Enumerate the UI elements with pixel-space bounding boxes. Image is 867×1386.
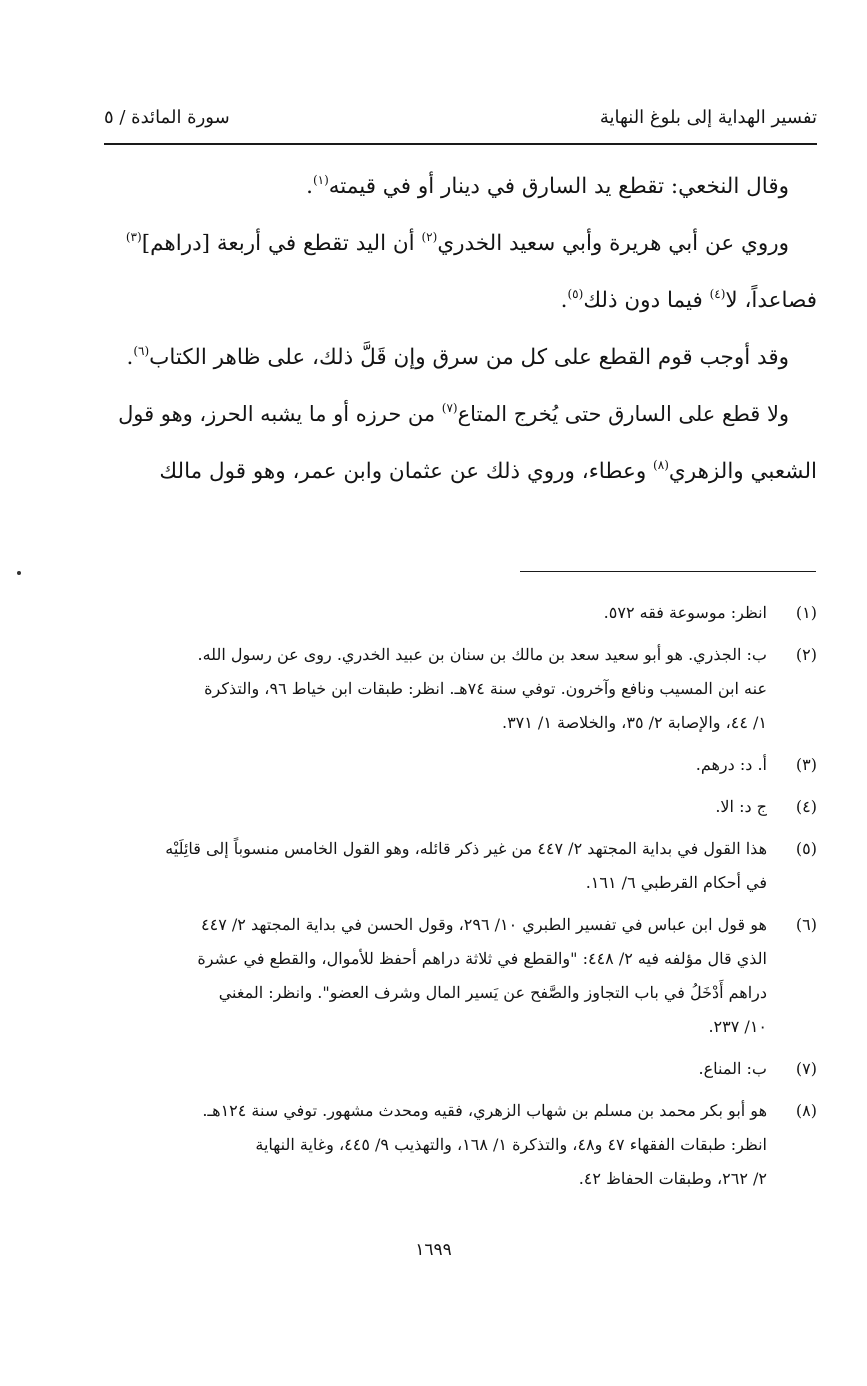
footnote — [104, 1094, 817, 1196]
footnote-number: (٣) — [795, 755, 817, 774]
footnote-text: ج د: الا. — [715, 797, 767, 816]
main-text — [104, 158, 817, 500]
footnote-number: (٨) — [795, 1101, 817, 1120]
surah-label: سورة المائدة / ٥ — [104, 106, 230, 128]
paragraph-continuation: فصاعداً، لا$^{(٤)}$ فيما دون ذلك$^{(٥)}$. — [560, 287, 817, 313]
footnote-marker[interactable]: (٢) — [421, 230, 438, 244]
header-rule — [104, 143, 817, 145]
footnote-number: (٢) — [795, 645, 817, 664]
footnotes — [104, 596, 817, 1204]
paragraph: وقال النخعي: تقطع يد السارق في دينار أو في قيمته$^{(١)}$. — [306, 173, 789, 199]
paragraph: ولا قطع على السارق حتى يُخرج المتاع$^{(٧)}$ من حرزه أو ما يشبه الحرز، وهو قول — [118, 401, 789, 426]
footnote-marker[interactable]: (١) — [312, 173, 329, 187]
footnote-number: (٤) — [795, 797, 817, 816]
footnote-marker[interactable]: (٣) — [125, 230, 142, 244]
footnote-marker[interactable]: (٤) — [709, 287, 726, 301]
paragraph: وروي عن أبي هريرة وأبي سعيد الخدري$^{(٢)}$ أن اليد تقطع في أربعة [دراهم]$^{(٣)}$ — [125, 230, 789, 256]
footnote-text: انظر: موسوعة فقه ٥٧٢. — [603, 603, 767, 622]
scan-speck — [17, 571, 21, 575]
footnote-rule — [520, 571, 816, 572]
footnote — [104, 908, 817, 1044]
book-title: تفسير الهداية إلى بلوغ النهاية — [599, 106, 817, 128]
footnote-marker[interactable]: (٧) — [441, 401, 458, 415]
footnote — [104, 790, 817, 824]
footnote — [104, 1052, 817, 1086]
footnote-text: هو أبو بكر محمد بن مسلم بن شهاب الزهري، فقيه ومحدث مشهور. توفي سنة ١٢٤هـ. انظر: طبقات الفقهاء ٤٧ و٤٨، والتذكرة ١/ ١٦٨، والتهذيب ٩/ ٤٤٥، وغاية النهاية ٢/ ٢٦٢، وطبقات الحفاظ ٤٢. — [202, 1101, 767, 1188]
footnote — [104, 638, 817, 740]
running-header — [104, 102, 817, 132]
footnote-number: (٦) — [795, 915, 817, 934]
paragraph-continuation: الشعبي والزهري$^{(٨)}$ وعطاء، وروي ذلك عن عثمان وابن عمر، وهو قول مالك — [159, 458, 817, 484]
footnote-text: هذا القول في بداية المجتهد ٢/ ٤٤٧ من غير ذكر قائله، وهو القول الخامس منسوباً إلى قائِلَيْه في أحكام القرطبي ٦/ ١٦١. — [165, 839, 767, 892]
footnote-number: (٧) — [795, 1059, 817, 1078]
footnote-text: هو قول ابن عباس في تفسير الطبري ١٠/ ٢٩٦، وقول الحسن في بداية المجتهد ٢/ ٤٤٧ الذي قال مؤلفه فيه ٢/ ٤٤٨: "والقطع في ثلاثة دراهم أحفظ للأموال، والقطع في عشرة دراهم أَدْخَلُ في باب التجاوز والصَّفح عن يَسير المال وشرف العضو". وانظر: المغني ١٠/ ٢٣٧. — [197, 915, 767, 1036]
footnote-marker[interactable]: (٨) — [653, 458, 669, 472]
footnote-marker[interactable]: (٦) — [133, 344, 150, 358]
footnote — [104, 748, 817, 782]
page-number: ١٦٩٩ — [415, 1240, 452, 1260]
footnote-marker[interactable]: (٥) — [567, 287, 584, 301]
footnote-number: (١) — [795, 603, 817, 622]
footnote-text: ب: الجذري. هو أبو سعيد سعد بن مالك بن سنان بن عبيد الخدري. روى عن رسول الله. عنه ابن المسيب ونافع وآخرون. توفي سنة ٧٤هـ. انظر: طبقات ابن خياط ٩٦، والتذكرة ١/ ٤٤، والإصابة ٢/ ٣٥، والخلاصة ١/ ٣٧١. — [197, 645, 767, 732]
paragraph: وقد أوجب قوم القطع على كل من سرق وإن قَلَّ ذلك، على ظاهر الكتاب$^{(٦)}$. — [126, 344, 789, 370]
footnote-text: أ. د: درهم. — [695, 755, 767, 774]
footnote — [104, 832, 817, 900]
footnote-number: (٥) — [795, 839, 817, 858]
footnote-text: ب: المناع. — [698, 1059, 767, 1078]
footnote — [104, 596, 817, 630]
